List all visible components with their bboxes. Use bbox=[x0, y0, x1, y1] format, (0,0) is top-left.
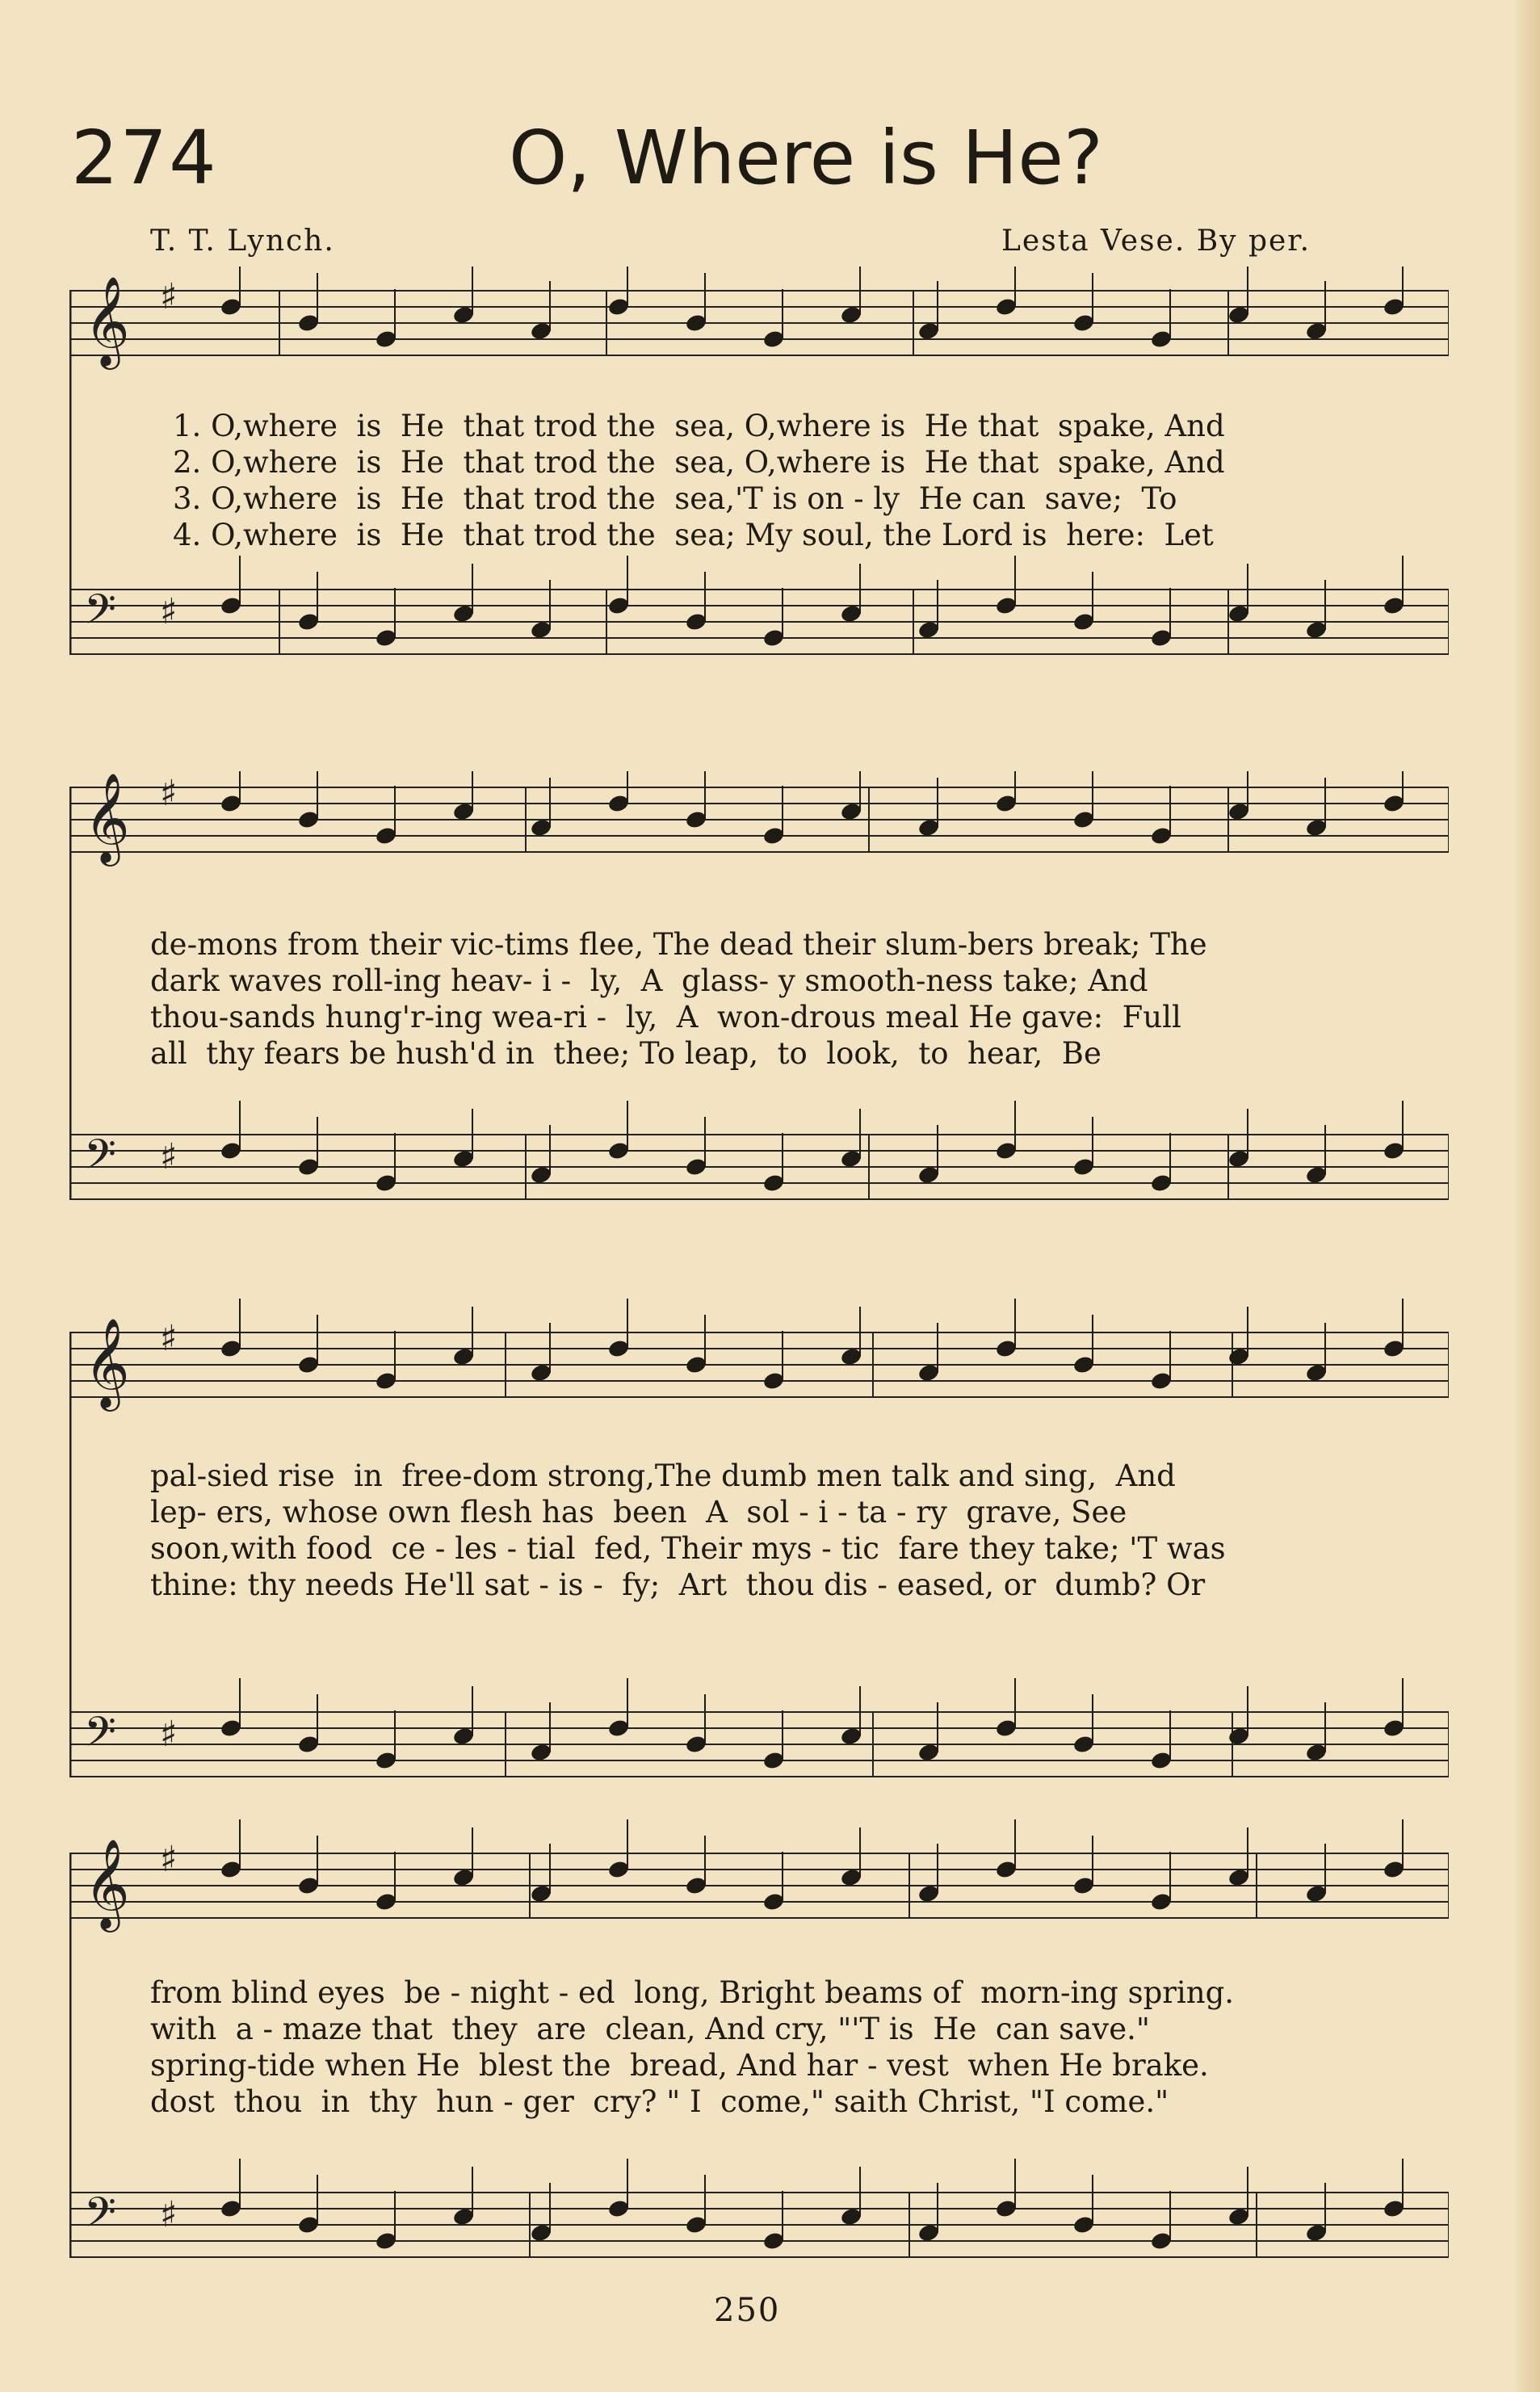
verse-line: 2. O,where is He that trod the sea, O,where is He that spake, And bbox=[173, 445, 1225, 480]
verse-line: 4. O,where is He that trod the sea; My soul, the Lord is here: Let bbox=[173, 518, 1214, 552]
music-system-4 bbox=[69, 1813, 1449, 2281]
lyrics-block-1 bbox=[173, 408, 1540, 553]
verse-line: 3. O,where is He that trod the sea,'T is on - ly He can save; To bbox=[173, 481, 1177, 516]
bass-clef-icon: 𝄢 bbox=[84, 2188, 116, 2247]
page-number: 250 bbox=[714, 2292, 781, 2329]
lyrics-block-4 bbox=[150, 1974, 1530, 2120]
sharp-icon: ♯ bbox=[160, 1839, 178, 1880]
bass-clef-icon: 𝄢 bbox=[84, 1130, 116, 1189]
verse-line: dark waves roll-ing heav- i - ly, A glass- y smooth-ness take; And bbox=[150, 963, 1148, 998]
verse-line: all thy fears be hush'd in thee; To leap, to look, to hear, Be bbox=[150, 1036, 1101, 1071]
bass-clef-icon: 𝄢 bbox=[84, 585, 116, 644]
treble-clef-icon: 𝄞 bbox=[84, 275, 130, 366]
lyrics-block-3 bbox=[150, 1458, 1530, 1603]
verse-line: spring-tide when He blest the bread, And har - vest when He brake. bbox=[150, 2048, 1209, 2083]
composer-credit: Lesta Vese. By per. bbox=[1001, 225, 1311, 258]
hymn-title: O, Where is He? bbox=[509, 115, 1103, 201]
verse-line: soon,with food ce - les - tial fed, Their mys - tic fare they take; 'T was bbox=[150, 1531, 1226, 1566]
verse-line: with a - maze that they are clean, And cry, "'T is He can save." bbox=[150, 2012, 1150, 2046]
verse-line: pal-sied rise in free-dom strong,The dumb men talk and sing, And bbox=[150, 1458, 1176, 1493]
verse-line: dost thou in thy hun - ger cry? " I come," saith Christ, "I come." bbox=[150, 2084, 1169, 2119]
sharp-icon: ♯ bbox=[160, 1714, 178, 1755]
verse-line: 1. O,where is He that trod the sea, O,where is He that spake, And bbox=[173, 409, 1225, 443]
music-system-1 bbox=[69, 266, 1449, 695]
bass-clef-icon: 𝄢 bbox=[84, 1707, 116, 1766]
sharp-icon: ♯ bbox=[160, 2194, 178, 2235]
treble-clef-icon: 𝄞 bbox=[84, 1838, 130, 1928]
hymn-number: 274 bbox=[71, 115, 218, 201]
verse-line: lep- ers, whose own flesh has been A sol - i - ta - ry grave, See bbox=[150, 1495, 1127, 1530]
sharp-icon: ♯ bbox=[160, 1136, 178, 1177]
sharp-icon: ♯ bbox=[160, 276, 178, 317]
treble-clef-icon: 𝄞 bbox=[84, 772, 130, 862]
sharp-icon: ♯ bbox=[160, 773, 178, 814]
sharp-icon: ♯ bbox=[160, 1318, 178, 1359]
music-system-2 bbox=[69, 771, 1449, 1223]
treble-clef-icon: 𝄞 bbox=[84, 1317, 130, 1408]
sharp-icon: ♯ bbox=[160, 591, 178, 632]
verse-line: de-mons from their vic-tims flee, The dead their slum-bers break; The bbox=[150, 927, 1207, 962]
verse-line: thine: thy needs He'll sat - is - fy; Art thou dis - eased, or dumb? Or bbox=[150, 1567, 1206, 1602]
lyrics-block-2 bbox=[150, 926, 1530, 1072]
lyricist-credit: T. T. Lynch. bbox=[150, 225, 335, 258]
verse-line: from blind eyes be - night - ed long, Bright beams of morn-ing spring. bbox=[150, 1975, 1235, 2010]
music-system-3 bbox=[69, 1292, 1449, 1793]
verse-line: thou-sands hung'r-ing wea-ri - ly, A won-drous meal He gave: Full bbox=[150, 1000, 1181, 1034]
